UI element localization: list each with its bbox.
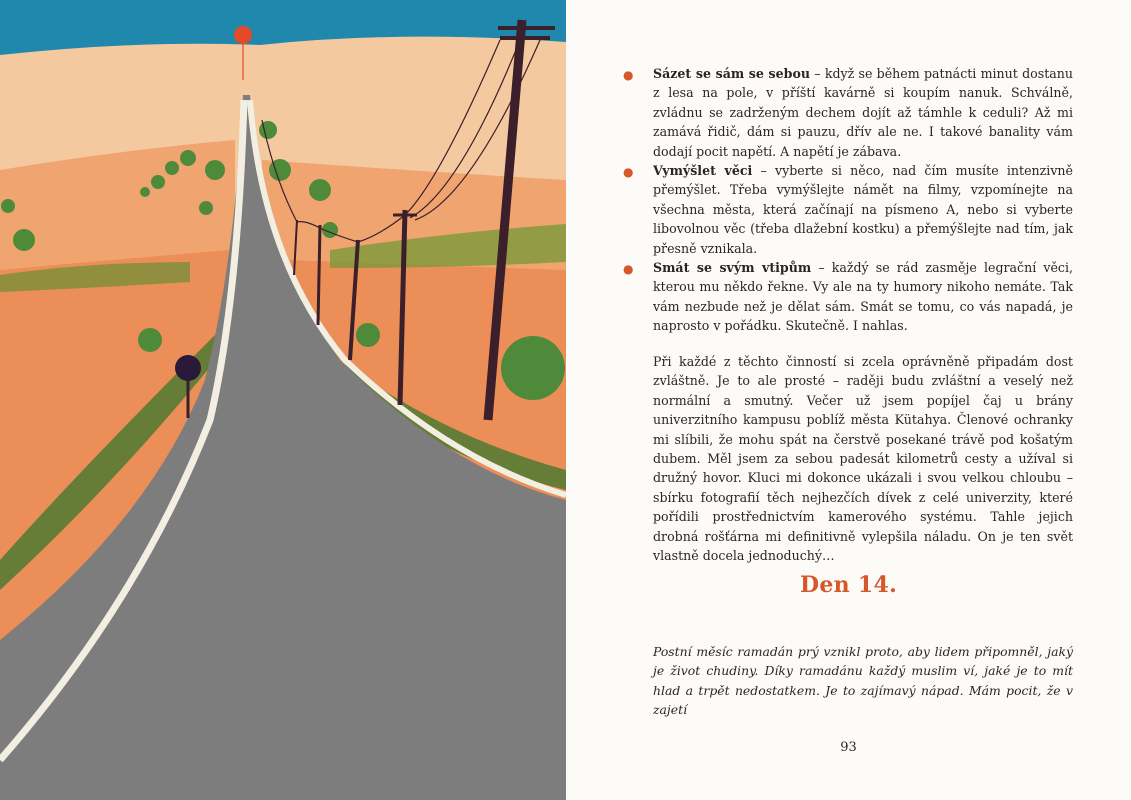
italic-paragraph: Postní měsíc ramadán prý vznikl proto, aby lidem připomněl, jaký je život chudiny. Díky ramadánu každý muslim ví, jaké je to mít hlad a trpět nedostatkem. Je to zajímavý nápad. Mám pocit, že v zajetí [653,644,1073,718]
bullet-term: Vymýšlet věci [653,163,753,179]
bullet-dot-icon: ● [623,262,634,277]
sun [234,26,252,44]
bullet-dot-icon: ● [623,68,634,82]
page-number: 93 [840,740,857,755]
text-page [566,0,1131,800]
bullet-term: Sázet se sám se sebou [653,66,811,81]
bullet-text: – vyberte si něco, nad čím musíte intenzivně přemýšlet. Třeba vymýšlejte námět na filmy, vzpomínejte na všechna města, která začínají na písmeno A, nebo si vyberte libovolnou věc (třeba dlažební kostku) a přemýšlejte nad tím, jak přesně vznikala. [653,163,1073,256]
body-paragraph: Při každé z těchto činností si zcela oprávněně připadám dost zvláštně. Je to ale prosté – raději budu zvláštní a veselý než normální a smutný. Večer už jsem popíjel čaj u brány univerzitního kampusu poblíž města Kütahya. Členové ochranky mi slíbili, že mohu spát na čerstvě posekané trávě pod košatým dubem. Měl jsem za sebou padesát kilometrů cesty a užíval si družný hovor. Kluci mi dokonce ukázali i svou velkou chloubu – sbírku fotografií těch nejhezčích dívek z celé univerzity, které pořídili prostřednictvím kamerového systému. Tahle jejich drobná rošťárna mi definitivně vylepšila náladu. On je ten svět vlastně docela jednoduchý… [653,354,1073,564]
bullet-item [623,161,1073,258]
bullet-item [623,64,1073,161]
day-heading: Den 14. [799,572,898,598]
bullet-dot-icon: ● [623,165,634,180]
bullet-term: Smát se svým vtipům [653,260,812,276]
bullet-text: – každý se rád zasměje legrační věci, kterou mu někdo řekne. Vy ale na ty humory nikoho nemáte. Tak vám nezbude než je dělat sám. Smát se tomu, co vás napadá, je naprosto v pořádku. Skutečně. I nahlas. [653,260,1073,334]
bullet-item [623,258,1073,336]
road-sign [175,355,201,381]
bullet-list [623,64,1073,336]
bullet-text: – když se během patnácti minut dostanu z lesa na pole, v příští kavárně si koupím nanuk. Schválně, zvládnu se zadrženým dechem dojít až támhle k ceduli? Až mi zamává řidič, dám si pauzu, dřív ale ne. I takové banality vám dodají pocit napětí. A napětí je zábava. [653,66,1073,159]
